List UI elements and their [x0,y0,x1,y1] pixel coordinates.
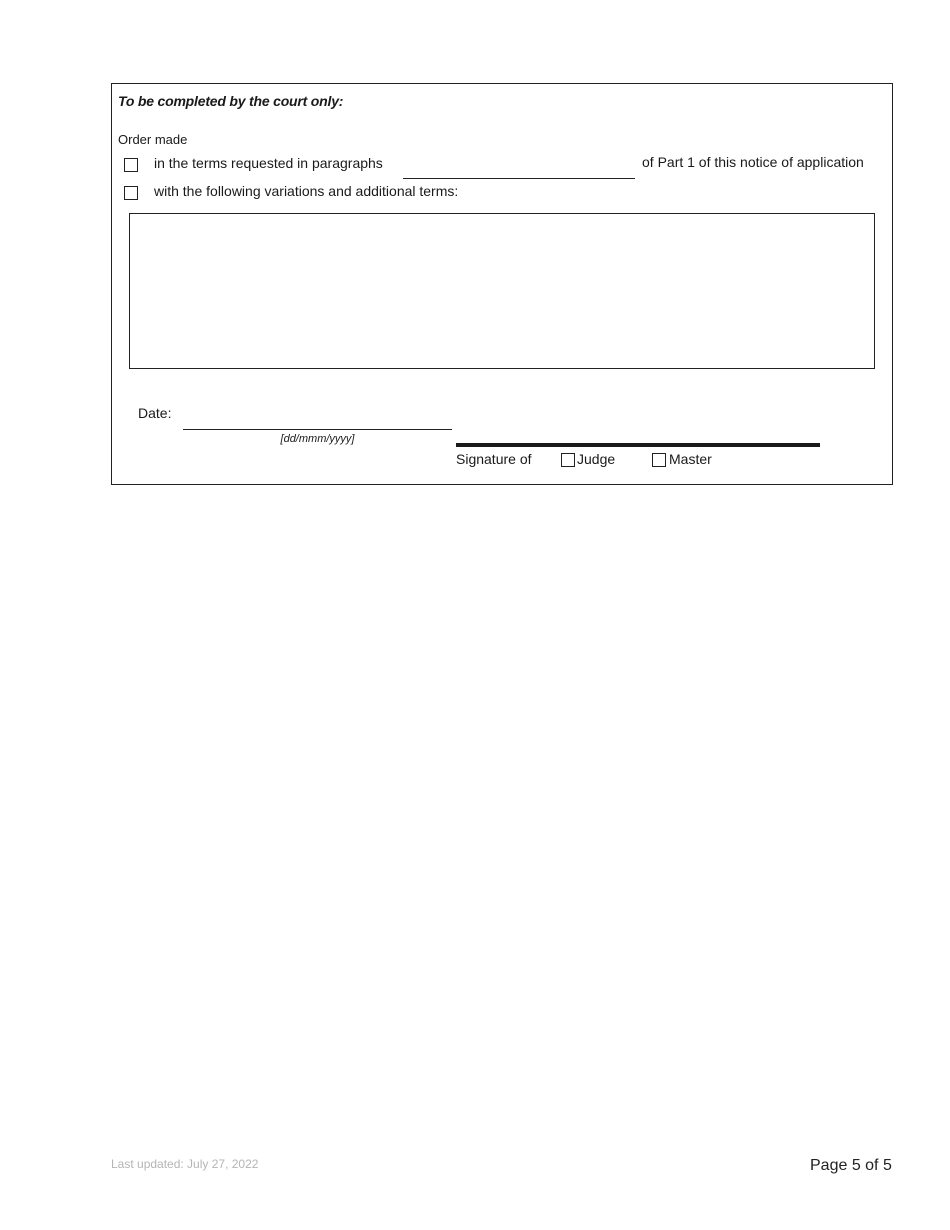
signature-line[interactable] [456,443,820,447]
additional-terms-textarea[interactable] [129,213,875,369]
terms-requested-checkbox[interactable] [124,158,138,172]
date-format-hint: [dd/mmm/yyyy] [280,433,355,445]
judge-label: Judge [577,451,616,467]
variations-checkbox[interactable] [124,186,138,200]
date-input[interactable] [183,404,452,430]
order-made-label: Order made [118,132,188,147]
judge-checkbox[interactable] [561,453,575,467]
signature-label: Signature of [456,451,532,467]
terms-requested-suffix: of Part 1 of this notice of application [642,154,864,170]
variations-label: with the following variations and additional terms: [154,183,459,199]
page-number: Page 5 of 5 [810,1157,892,1174]
paragraphs-input[interactable] [403,154,635,179]
master-checkbox[interactable] [652,453,666,467]
court-only-section [111,83,893,485]
terms-requested-label: in the terms requested in paragraphs [154,155,383,171]
last-updated-text: Last updated: July 27, 2022 [111,1157,259,1171]
master-label: Master [669,451,712,467]
date-label: Date: [138,405,172,421]
section-title: To be completed by the court only: [118,93,344,109]
